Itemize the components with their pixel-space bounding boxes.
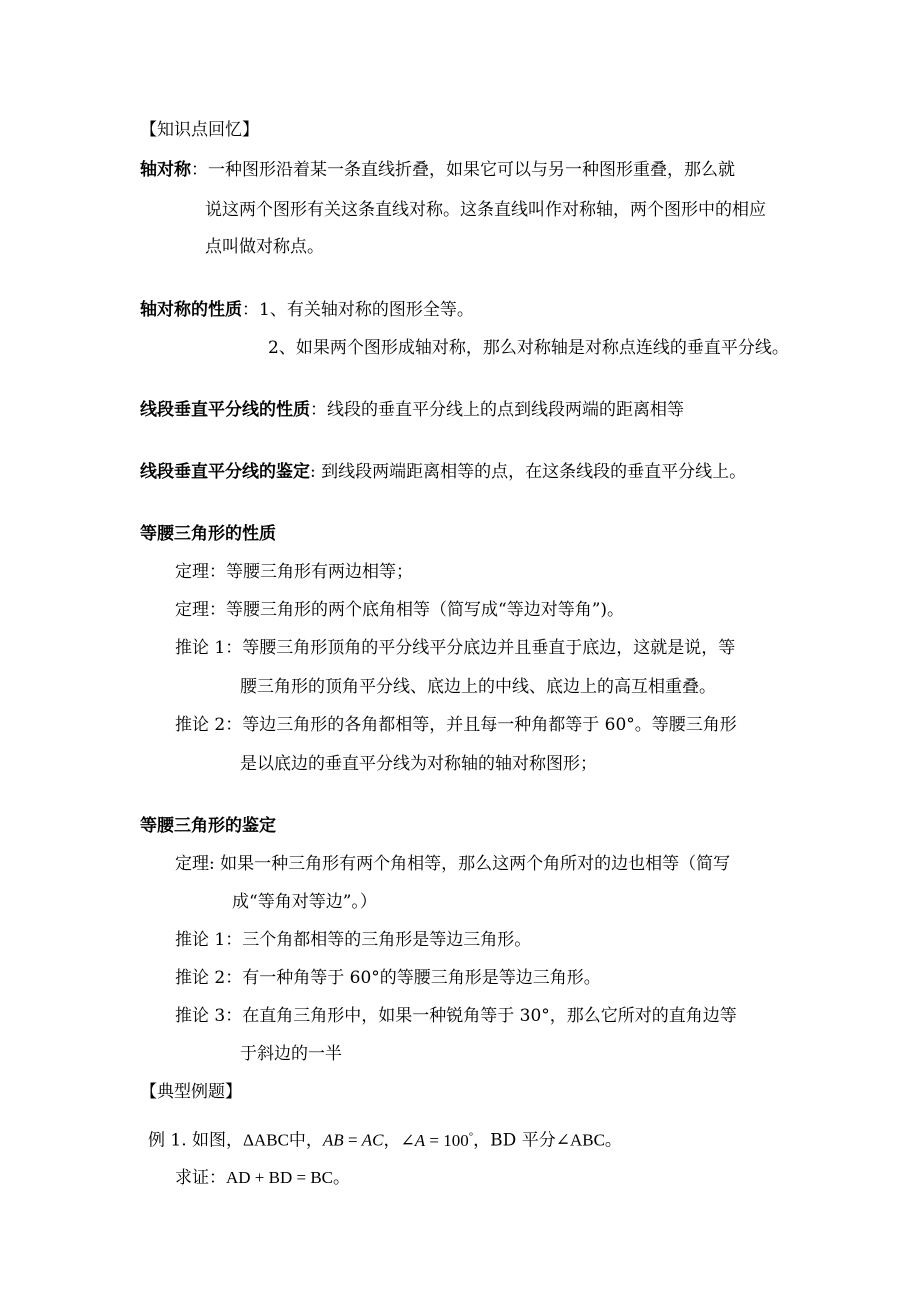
example-text: 中， — [288, 1130, 323, 1151]
math-ac: AC — [361, 1130, 384, 1150]
bisector-criterion-text: : 到线段两端距离相等的点，在这条线段的垂直平分线上。 — [310, 462, 747, 482]
section-title-typical-examples: 【典型例题】 — [140, 1082, 242, 1102]
isosceles-corollary-2: 推论 2：等边三角形的各角都相等，并且每一种角都等于 60°。等腰三角形 — [175, 715, 737, 735]
term-bisector-property: 线段垂直平分线的性质 — [140, 400, 310, 420]
angle-value: 100 — [443, 1130, 469, 1150]
comma: ， — [473, 1130, 491, 1151]
degree-mark: ° — [468, 1130, 474, 1142]
definition-text: 一种图形沿着某一条直线折叠，如果它可以与另一种图形重叠，那么就 — [208, 160, 735, 180]
equals-sign: = — [343, 1130, 362, 1150]
example-1-prove — [175, 1166, 350, 1190]
criteria-theorem-cont: 成“等角对等边”。） — [232, 892, 377, 912]
criteria-corollary-2: 推论 2：有一种角等于 60°的等腰三角形是等边三角形。 — [175, 968, 601, 988]
math-ab: AB — [322, 1130, 344, 1150]
term-axis-symmetry: 轴对称 — [140, 160, 191, 180]
heading-isosceles-criteria: 等腰三角形的鉴定 — [140, 816, 276, 836]
axis-symmetry-definition-cont: 点叫做对称点。 — [205, 237, 324, 257]
example-1: 例 1. 如图，ΔABC中，AB = AC，∠A = 100°，BD 平分∠ABC。 — [148, 1130, 622, 1151]
isosceles-theorem-1: 定理：等腰三角形有两边相等； — [175, 562, 413, 582]
bisect-text: BD 平分 — [490, 1130, 556, 1151]
isosceles-corollary-1: 推论 1：等腰三角形顶角的平分线平分底边并且垂直于底边，这就是说，等 — [175, 638, 736, 658]
criteria-corollary-3: 推论 3：在直角三角形中，如果一种锐角等于 30°，那么它所对的直角边等 — [175, 1006, 737, 1026]
criteria-theorem: 定理: 如果一种三角形有两个角相等，那么这两个角所对的边也相等（简写 — [175, 854, 731, 874]
bisector-criterion — [140, 460, 746, 484]
axis-symmetry-definition — [140, 158, 735, 182]
bisector-property-text: ：线段的垂直平分线上的点到线段两端的距离相等 — [310, 400, 684, 420]
heading-isosceles-properties: 等腰三角形的性质 — [140, 524, 276, 544]
isosceles-corollary-1-cont: 腰三角形的顶角平分线、底边上的中线、底边上的高互相重叠。 — [240, 677, 716, 697]
isosceles-theorem-2: 定理：等腰三角形的两个底角相等（简写成“等边对等角”)。 — [175, 600, 625, 620]
triangle-symbol: ΔABC — [243, 1130, 289, 1150]
axis-symmetry-properties — [140, 298, 474, 322]
period: 。 — [333, 1168, 351, 1188]
axis-symmetry-property-2: 2、如果两个图形成轴对称，那么对称轴是对称点连线的垂直平分线。 — [268, 338, 789, 358]
period: 。 — [604, 1130, 622, 1151]
axis-symmetry-definition-cont: 说这两个图形有关这条直线对称。这条直线叫作对称轴，两个图形中的相应 — [205, 200, 766, 220]
section-title-knowledge-review: 【知识点回忆】 — [140, 120, 259, 140]
math-angle-abc: ∠ABC — [555, 1130, 605, 1150]
criteria-corollary-1: 推论 1：三个角都相等的三角形是等边三角形。 — [175, 930, 532, 950]
criteria-corollary-3-cont: 于斜边的一半 — [240, 1044, 342, 1064]
isosceles-corollary-2-cont: 是以底边的垂直平分线为对称轴的轴对称图形； — [240, 754, 597, 774]
colon: ： — [191, 160, 208, 180]
prove-label: 求证： — [175, 1168, 226, 1188]
prove-expression: AD + BD = BC — [226, 1168, 334, 1187]
math-angle-a: ∠A — [400, 1130, 426, 1150]
property-1: ：1、有关轴对称的图形全等。 — [242, 300, 474, 320]
term-bisector-criterion: 线段垂直平分线的鉴定 — [140, 462, 310, 482]
bisector-property — [140, 398, 684, 422]
term-axis-symmetry-properties: 轴对称的性质 — [140, 300, 242, 320]
comma: ， — [383, 1130, 401, 1151]
example-label: 例 1. 如图， — [148, 1130, 244, 1151]
